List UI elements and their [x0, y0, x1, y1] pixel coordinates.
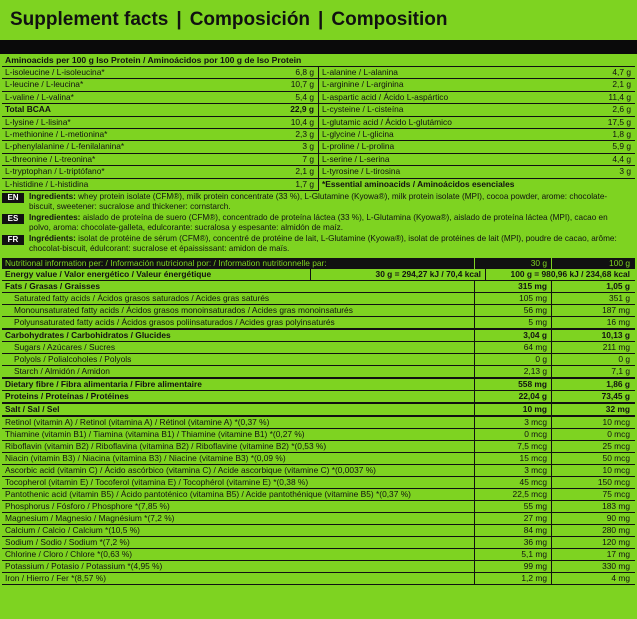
aminoacid-value: 10,4 g: [290, 116, 314, 127]
nutrition-row: [2, 549, 635, 561]
nutrient-value-30g: 5,1 mg: [474, 549, 551, 560]
nutrient-value-30g: 105 mg: [474, 293, 551, 304]
nutrient-name: Fats / Grasas / Graisses: [5, 280, 100, 291]
nutrition-row: [2, 281, 635, 293]
nutrient-name: Magnesium / Magnesio / Magnésium *(7,2 %): [5, 512, 175, 523]
nutrition-row: [2, 379, 635, 391]
nutrient-value-100g: 50 mcg: [551, 453, 635, 464]
nutrient-value-100g: 10,13 g: [551, 330, 635, 341]
nutrition-row: [2, 354, 635, 366]
ingredients-section: [2, 192, 635, 254]
nutrient-value-100g: 120 mg: [551, 537, 635, 548]
aminoacid-name: *Essential aminoacids / Aminoácidos esenciales: [322, 178, 515, 189]
aminoacid-name: L-threonine / L-treonina*: [5, 153, 96, 164]
aminoacid-row: [2, 179, 318, 191]
language-badge: EN: [2, 193, 24, 203]
aminoacid-row: [2, 154, 318, 166]
nutrient-value-30g: 15 mcg: [474, 453, 551, 464]
nutrient-value-100g: 183 mg: [551, 501, 635, 512]
aminoacid-value: 1,7 g: [295, 178, 314, 189]
aminoacid-value: 11,4 g: [608, 91, 631, 102]
aminoacid-row: [2, 79, 318, 91]
nutrient-name: Saturated fatty acids / Ácidos grasos saturados / Acides gras saturés: [14, 292, 270, 303]
nutrition-header-col-100g: 100 g: [551, 258, 635, 269]
aminoacid-name: L-tryptophan / L-triptófano*: [5, 166, 105, 177]
nutrition-row: [2, 453, 635, 465]
nutrition-row: [2, 501, 635, 513]
aminoacid-name: L-histidine / L-histidina: [5, 178, 89, 189]
aminoacid-table-title: Aminoacids per 100 g Iso Protein / Aminoácidos por 100 g de Iso Protein: [2, 54, 635, 67]
ingredients-list: whey protein isolate (CFM®), milk protein concentrate (33 %), L-Glutamine (Kyowa®), milk protein isolate (MPI), cocoa powder, arome: chocolate-biscuit, sweetener: sucralose and thickener: cornstarch.: [29, 191, 608, 211]
title-es: Composición: [189, 9, 311, 30]
aminoacid-value: 10,7 g: [290, 79, 314, 90]
aminoacid-value: 1,8 g: [612, 128, 631, 139]
title-separator: |: [176, 9, 182, 30]
nutrient-name: Tocopherol (vitamin E) / Tocoferol (vitamina E) / Tocophérol (vitamine E) *(0,38 %): [5, 476, 309, 487]
nutrient-value-100g: 25 mcg: [551, 441, 635, 452]
nutrient-value-30g: 2,13 g: [474, 366, 551, 377]
ingredients-list: isolat de protéine de sérum (CFM®), concentré de protéine de lait, L-Glutamine (Kyowa®), isolat de protéines de lait (MPI), poudre de cacao, arôme: chocolat-biscuit, édulcorant: sucralose et épaississant: amidon de maïs.: [29, 233, 617, 253]
nutrition-row: [2, 404, 635, 417]
nutrient-name: Retinol (vitamin A) / Retinol (vitamina A) / Rétinol (vitamine A) *(0,37 %): [5, 416, 270, 427]
nutrient-value-100g: 4 mg: [551, 573, 635, 584]
nutrient-value-30g: 3,04 g: [474, 330, 551, 341]
aminoacid-table: [2, 54, 635, 191]
nutrient-name: Sugars / Azúcares / Sucres: [14, 341, 116, 352]
nutrient-value-100g: 75 mcg: [551, 489, 635, 500]
title-en: Supplement facts: [10, 9, 169, 30]
title-separator: |: [318, 9, 324, 30]
nutrient-name: Chlorine / Cloro / Chlore *(0,63 %): [5, 548, 133, 559]
nutrient-value-30g: 45 mcg: [474, 477, 551, 488]
nutrient-name: Riboflavin (vitamin B2) / Riboflavina (vitamina B2) / Riboflavine (vitamine B2) *(0,53 %): [5, 440, 327, 451]
language-badge: ES: [2, 214, 24, 224]
nutrient-value-100g: 0 g: [551, 354, 635, 365]
nutrition-row: [2, 342, 635, 354]
ingredients-label: Ingredients:: [29, 191, 76, 201]
nutrient-value-100g: 1,86 g: [551, 379, 635, 390]
nutrition-row: [2, 317, 635, 330]
nutrient-value-30g: 36 mg: [474, 537, 551, 548]
nutrient-value-100g: 150 mcg: [551, 477, 635, 488]
energy-value-30g: 30 g = 294,27 kJ / 70,4 kcal: [310, 269, 485, 280]
nutrient-name: Proteins / Proteínas / Protéines: [5, 390, 129, 401]
nutrient-value-30g: 0 g: [474, 354, 551, 365]
aminoacid-name: Total BCAA: [5, 104, 51, 115]
aminoacid-name: L-aspartic acid / Ácido L-aspártico: [322, 91, 449, 102]
nutrition-row: [2, 417, 635, 429]
aminoacid-value: 5,4 g: [295, 91, 314, 102]
energy-value-100g: 100 g = 980,96 kJ / 234,68 kcal: [485, 269, 635, 280]
nutrition-header-row: [2, 258, 635, 269]
header-divider-bar: [0, 40, 637, 54]
nutrient-value-30g: 27 mg: [474, 513, 551, 524]
nutrition-row: [2, 489, 635, 501]
nutrient-value-30g: 315 mg: [474, 281, 551, 292]
nutrient-value-30g: 64 mg: [474, 342, 551, 353]
nutrition-header-col-30g: 30 g: [474, 258, 551, 269]
nutrition-row: [2, 561, 635, 573]
energy-label: Energy value / Valor energético / Valeur énergétique: [5, 268, 212, 279]
nutrient-name: Polyunsaturated fatty acids / Ácidos grasos poliinsaturados / Acides gras polyinsaturés: [14, 316, 335, 327]
nutrient-name: Potassium / Potasio / Potassium *(4,95 %): [5, 560, 163, 571]
nutrition-row: [2, 330, 635, 342]
aminoacid-value: 2,1 g: [295, 166, 314, 177]
nutrient-name: Ascorbic acid (vitamin C) / Ácido ascórbico (vitamina C) / Acide ascorbique (vitamine C) *(0,0037 %): [5, 464, 376, 475]
aminoacid-value: 6,8 g: [295, 67, 314, 77]
nutrient-value-100g: 73,45 g: [551, 391, 635, 402]
nutrient-value-100g: 187 mg: [551, 305, 635, 316]
aminoacid-value: 3 g: [619, 166, 631, 177]
aminoacid-row: [319, 179, 635, 190]
nutrient-value-30g: 5 mg: [474, 317, 551, 328]
nutrient-name: Carbohydrates / Carbohidratos / Glucides: [5, 329, 171, 340]
ingredients-es: [2, 213, 635, 233]
aminoacid-row: [319, 79, 635, 91]
ingredients-label: Ingrédients:: [29, 233, 76, 243]
aminoacid-row: [319, 129, 635, 141]
nutrient-name: Monounsaturated fatty acids / Ácidos grasos monoinsaturados / Acides gras monoinsaturés: [14, 304, 353, 315]
nutrient-name: Pantothenic acid (vitamin B5) / Ácido pantoténico (vitamina B5) / Acide pantothénique (vitamine B5) *(0,37 %): [5, 488, 411, 499]
nutrient-value-30g: 84 mg: [474, 525, 551, 536]
aminoacid-value: 2,3 g: [295, 128, 314, 139]
nutrient-value-30g: 22,04 g: [474, 391, 551, 402]
ingredients-label: Ingredientes:: [29, 212, 81, 222]
nutrient-value-100g: 280 mg: [551, 525, 635, 536]
aminoacid-row: [319, 141, 635, 153]
aminoacid-name: L-serine / L-serina: [322, 153, 390, 164]
nutrient-value-30g: 55 mg: [474, 501, 551, 512]
aminoacid-row: [319, 154, 635, 166]
aminoacid-name: L-methionine / L-metionina*: [5, 128, 108, 139]
nutrient-name: Thiamine (vitamin B1) / Tiamina (vitamina B1) / Thiamine (vitamine B1) *(0,27 %): [5, 428, 305, 439]
nutrient-name: Salt / Sal / Sel: [5, 403, 60, 414]
title-fr: Composition: [331, 9, 448, 30]
aminoacid-row: [2, 67, 318, 79]
nutrient-value-100g: 330 mg: [551, 561, 635, 572]
nutrient-value-100g: 16 mg: [551, 317, 635, 328]
nutrition-row: [2, 305, 635, 317]
aminoacid-name: L-valine / L-valina*: [5, 91, 74, 102]
aminoacid-name: L-tyrosine / L-tirosina: [322, 166, 401, 177]
nutrient-value-100g: 10 mcg: [551, 417, 635, 428]
nutrient-value-100g: 351 g: [551, 293, 635, 304]
nutrition-header-label: Nutritional information per: / Información nutricional por: / Information nutritionnelle par:: [5, 257, 327, 268]
nutrient-value-30g: 99 mg: [474, 561, 551, 572]
nutrient-value-30g: 7,5 mcg: [474, 441, 551, 452]
aminoacid-row: [319, 117, 635, 129]
page-title: [0, 0, 637, 40]
nutrition-row: [2, 391, 635, 404]
nutrient-value-30g: 3 mcg: [474, 465, 551, 476]
aminoacid-value: 2,6 g: [612, 104, 631, 115]
aminoacid-name: L-proline / L-prolina: [322, 141, 395, 152]
aminoacid-column-right: [319, 67, 635, 191]
nutrient-name: Sodium / Sodio / Sodium *(7,2 %): [5, 536, 130, 547]
aminoacid-name: L-alanine / L-alanina: [322, 67, 398, 77]
nutrition-row: [2, 477, 635, 489]
nutrition-row: [2, 441, 635, 453]
nutrient-value-30g: 56 mg: [474, 305, 551, 316]
ingredients-text: [29, 213, 635, 233]
aminoacid-row: [2, 166, 318, 178]
nutrient-value-100g: 0 mcg: [551, 429, 635, 440]
aminoacid-row: [319, 166, 635, 178]
nutrient-value-30g: 0 mcg: [474, 429, 551, 440]
nutrient-name: Niacin (vitamin B3) / Niacina (vitamina B3) / Niacine (vitamine B3) *(0,09 %): [5, 452, 286, 463]
aminoacid-name: L-phenylalanine / L-fenilalanina*: [5, 141, 125, 152]
ingredients-en: [2, 192, 635, 212]
aminoacid-name: L-glutamic acid / Ácido L-glutámico: [322, 116, 452, 127]
aminoacid-value: 4,4 g: [612, 153, 631, 164]
nutrient-value-30g: 22,5 mcg: [474, 489, 551, 500]
aminoacid-value: 4,7 g: [612, 67, 631, 77]
aminoacid-row: [319, 104, 635, 116]
nutrient-value-30g: 558 mg: [474, 379, 551, 390]
nutrient-name: Iron / Hierro / Fer *(8,57 %): [5, 572, 106, 583]
aminoacid-name: L-isoleucine / L-isoleucina*: [5, 67, 105, 77]
nutrient-name: Starch / Almidón / Amidon: [14, 365, 110, 376]
energy-value-row: [2, 269, 635, 281]
nutrient-name: Phosphorus / Fósforo / Phosphore *(7,85 %): [5, 500, 170, 511]
nutrient-name: Polyols / Polialcoholes / Polyols: [14, 353, 132, 364]
nutrition-row: [2, 525, 635, 537]
nutrient-value-30g: 10 mg: [474, 404, 551, 415]
aminoacid-value: 2,1 g: [612, 79, 631, 90]
ingredients-text: [29, 234, 635, 254]
nutrient-value-30g: 1,2 mg: [474, 573, 551, 584]
aminoacid-column-left: [2, 67, 319, 191]
aminoacid-name: L-arginine / L-arginina: [322, 79, 404, 90]
nutrition-row: [2, 465, 635, 477]
aminoacid-value: 22,9 g: [290, 104, 314, 115]
nutrition-rows: [2, 281, 635, 585]
nutrition-row: [2, 366, 635, 379]
nutrient-value-100g: 90 mg: [551, 513, 635, 524]
nutrient-value-100g: 10 mcg: [551, 465, 635, 476]
nutrient-value-100g: 211 mg: [551, 342, 635, 353]
aminoacid-value: 7 g: [302, 153, 314, 164]
nutrition-row: [2, 293, 635, 305]
aminoacid-value: 3 g: [302, 141, 314, 152]
aminoacid-name: L-lysine / L-lisina*: [5, 116, 71, 127]
aminoacid-name: L-glycine / L-glicina: [322, 128, 394, 139]
aminoacid-row: [2, 141, 318, 153]
aminoacid-row: [2, 117, 318, 129]
language-badge: FR: [2, 235, 24, 245]
aminoacid-row: [2, 129, 318, 141]
aminoacid-name: L-leucine / L-leucina*: [5, 79, 84, 90]
nutrient-value-100g: 32 mg: [551, 404, 635, 415]
nutrition-row: [2, 429, 635, 441]
ingredients-list: aislado de proteína de suero (CFM®), concentrado de proteína láctea (33 %), L-Glutamina (Kyowa®), aislado de proteína láctea (MPI), cacao en polvo, aroma: chocolate-galleta, edulcorante: sucralosa y espesante: almidón de maíz.: [29, 212, 608, 232]
aminoacid-name: L-cysteine / L-cisteína: [322, 104, 404, 115]
aminoacid-value: 17,5 g: [607, 116, 631, 127]
nutrient-value-100g: 17 mg: [551, 549, 635, 560]
nutrition-table: [2, 258, 635, 585]
aminoacid-row: [319, 92, 635, 104]
nutrient-value-100g: 7,1 g: [551, 366, 635, 377]
nutrition-row: [2, 573, 635, 585]
nutrient-value-100g: 1,05 g: [551, 281, 635, 292]
nutrition-row: [2, 513, 635, 525]
nutrient-name: Calcium / Calcio / Calcium *(10,5 %): [5, 524, 140, 535]
nutrient-value-30g: 3 mcg: [474, 417, 551, 428]
nutrition-row: [2, 537, 635, 549]
aminoacid-value: 5,9 g: [612, 141, 631, 152]
aminoacid-row: [2, 92, 318, 104]
aminoacid-row: [319, 67, 635, 79]
nutrient-name: Dietary fibre / Fibra alimentaria / Fibre alimentaire: [5, 378, 202, 389]
ingredients-text: [29, 192, 635, 212]
aminoacid-row: [2, 104, 318, 116]
ingredients-fr: [2, 234, 635, 254]
